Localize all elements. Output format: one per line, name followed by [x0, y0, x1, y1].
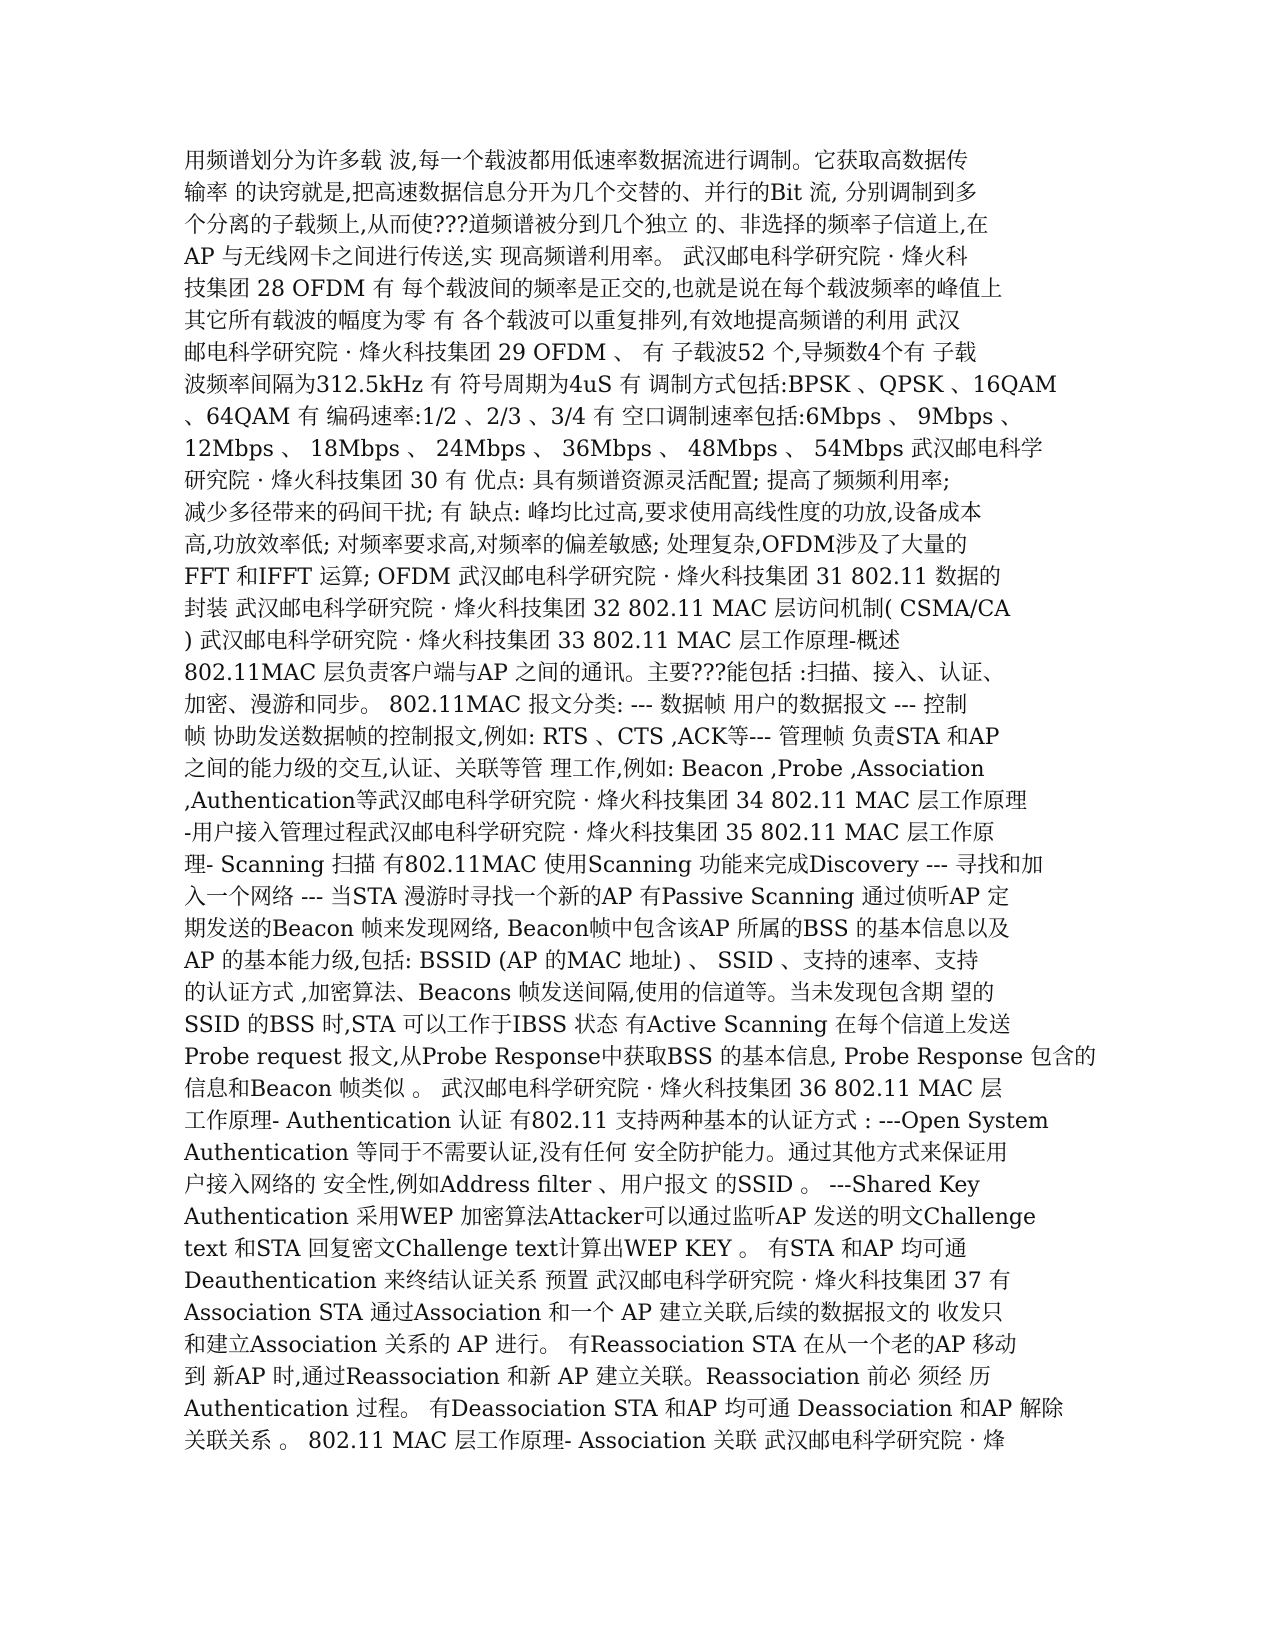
text-line-4: AP 与无线网卡之间进行传送,实 现高频谱利用率。 武汉邮电科学研究院 · 烽火科: [184, 245, 968, 270]
text-line-38: 和建立Association 关系的 AP 进行。 有Reassociation STA 在从一个老的AP 移动: [184, 1333, 1017, 1358]
text-line-15: 封装 武汉邮电科学研究院 · 烽火科技集团 32 802.11 MAC 层访问机制( CSMA/CA: [184, 597, 1011, 622]
text-line-35: text 和STA 回复密文Challenge text计算出WEP KEY 。 有STA 和AP 均可通: [184, 1237, 967, 1262]
text-line-10: 12Mbps 、 18Mbps 、 24Mbps 、 36Mbps 、 48Mbps 、 54Mbps 武汉邮电科学: [184, 437, 1043, 462]
text-line-19: 帧 协助发送数据帧的控制报文,例如: RTS 、CTS ,ACK等--- 管理帧 负责STA 和AP: [184, 725, 1000, 750]
text-line-17: 802.11MAC 层负责客户端与AP 之间的通讯。主要???能包括 :扫描、接入、认证、: [184, 661, 1005, 686]
text-line-36: Deauthentication 来终结认证关系 预置 武汉邮电科学研究院 · 烽火科技集团 37 有: [184, 1269, 1011, 1294]
text-line-30: 信息和Beacon 帧类似 。 武汉邮电科学研究院 · 烽火科技集团 36 802.11 MAC 层: [184, 1077, 1003, 1102]
text-line-12: 减少多径带来的码间干扰; 有 缺点: 峰均比过高,要求使用高线性度的功放,设备成本: [184, 501, 982, 526]
text-line-7: 邮电科学研究院 · 烽火科技集团 29 OFDM 、 有 子载波52 个,导频数4个有 子载: [184, 341, 977, 366]
text-line-2: 输率 的诀窍就是,把高速数据信息分开为几个交替的、并行的Bit 流, 分别调制到多: [184, 181, 978, 206]
text-line-37: Association STA 通过Association 和一个 AP 建立关联,后续的数据报文的 收发只: [184, 1301, 1004, 1326]
text-line-40: Authentication 过程。 有Deassociation STA 和AP 均可通 Deassociation 和AP 解除: [184, 1397, 1064, 1422]
text-line-8: 波频率间隔为312.5kHz 有 符号周期为4uS 有 调制方式包括:BPSK 、QPSK 、16QAM: [184, 373, 1057, 398]
text-line-41: 关联关系 。 802.11 MAC 层工作原理- Association 关联 武汉邮电科学研究院 · 烽: [184, 1429, 1006, 1454]
text-line-33: 户接入网络的 安全性,例如Address filter 、用户报文 的SSID 。 ---Shared Key: [184, 1173, 980, 1198]
text-line-18: 加密、漫游和同步。 802.11MAC 报文分类: --- 数据帧 用户的数据报文 --- 控制: [184, 693, 968, 718]
text-line-13: 高,功放效率低; 对频率要求高,对频率的偏差敏感; 处理复杂,OFDM涉及了大量的: [184, 533, 968, 558]
text-line-32: Authentication 等同于不需要认证,没有任何 安全防护能力。通过其他方式来保证用: [184, 1141, 1008, 1166]
text-line-9: 、64QAM 有 编码速率:1/2 、2/3 、3/4 有 空口调制速率包括:6Mbps 、 9Mbps 、: [184, 405, 1023, 430]
text-line-24: 入一个网络 --- 当STA 漫游时寻找一个新的AP 有Passive Scanning 通过侦听AP 定: [184, 885, 1010, 910]
text-line-25: 期发送的Beacon 帧来发现网络, Beacon帧中包含该AP 所属的BSS 的基本信息以及: [184, 917, 1010, 942]
text-line-1: 用频谱划分为许多载 波,每一个载波都用低速率数据流进行调制。它获取高数据传: [184, 149, 968, 174]
text-line-28: SSID 的BSS 时,STA 可以工作于IBSS 状态 有Active Scanning 在每个信道上发送: [184, 1013, 1011, 1038]
text-line-5: 技集团 28 OFDM 有 每个载波间的频率是正交的,也就是说在每个载波频率的峰值上: [184, 277, 1003, 302]
text-line-22: -用户接入管理过程武汉邮电科学研究院 · 烽火科技集团 35 802.11 MAC 层工作原: [184, 821, 995, 846]
text-line-34: Authentication 采用WEP 加密算法Attacker可以通过监听AP 发送的明文Challenge: [184, 1205, 1036, 1230]
body-text: [184, 146, 1104, 1458]
text-line-3: 个分离的子载频上,从而使???道频谱被分到几个独立 的、非选择的频率子信道上,在: [184, 213, 989, 238]
text-line-20: 之间的能力级的交互,认证、关联等管 理工作,例如: Beacon ,Probe ,Association: [184, 757, 985, 782]
text-line-21: ,Authentication等武汉邮电科学研究院 · 烽火科技集团 34 802.11 MAC 层工作原理: [184, 789, 1028, 814]
text-line-27: 的认证方式 ,加密算法、Beacons 帧发送间隔,使用的信道等。当未发现包含期 望的: [184, 981, 995, 1006]
text-line-29: Probe request 报文,从Probe Response中获取BSS 的基本信息, Probe Response 包含的: [184, 1045, 1097, 1070]
text-line-31: 工作原理- Authentication 认证 有802.11 支持两种基本的认证方式 : ---Open System: [184, 1109, 1049, 1134]
text-line-14: FFT 和IFFT 运算; OFDM 武汉邮电科学研究院 · 烽火科技集团 31 802.11 数据的: [184, 565, 1001, 590]
text-line-6: 其它所有载波的幅度为零 有 各个载波可以重复排列,有效地提高频谱的利用 武汉: [184, 309, 960, 334]
text-line-11: 研究院 · 烽火科技集团 30 有 优点: 具有频谱资源灵活配置; 提高了频频利用率;: [184, 469, 951, 494]
text-line-39: 到 新AP 时,通过Reassociation 和新 AP 建立关联。Reassociation 前必 须经 历: [184, 1365, 991, 1390]
text-line-23: 理- Scanning 扫描 有802.11MAC 使用Scanning 功能来完成Discovery --- 寻找和加: [184, 853, 1044, 878]
text-line-16: ) 武汉邮电科学研究院 · 烽火科技集团 33 802.11 MAC 层工作原理-概述: [184, 629, 901, 654]
text-line-26: AP 的基本能力级,包括: BSSID (AP 的MAC 地址) 、 SSID 、支持的速率、支持: [184, 949, 979, 974]
